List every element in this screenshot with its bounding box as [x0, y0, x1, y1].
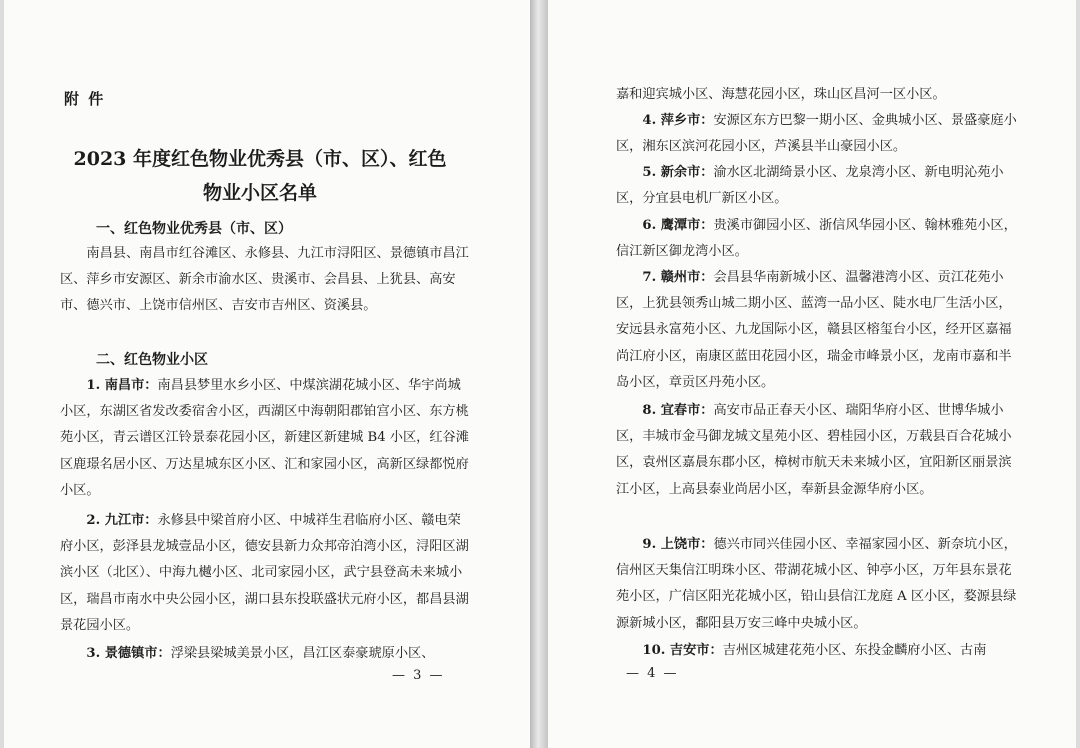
jingdezhen-label: 3. 景德镇市： — [86, 646, 171, 661]
jiujiang-text: 永修县中梁首府小区、中城祥生君临府小区、赣电荣府小区，彭泽县龙城壹品小区，德安县新力众邦帝泊湾小区，浔阳区湖滨小区（北区）、中海九樾小区、北司家园小区，武宁县登高未来城小区，瑞昌市南水中央公园小区，湖口县东投联盛状元府小区，都昌县湖景花园小区。 — [60, 513, 469, 633]
pingxiang-paragraph — [616, 108, 1020, 160]
shangrao-paragraph — [616, 532, 1020, 637]
shangrao-text: 德兴市同兴佳园小区、幸福家园小区、新奈坑小区，信州区天集信江明珠小区、带湖花城小区、钟亭小区，万年县东景花苑小区，广信区阳光花城小区，铅山县信江龙庭 A 区小区，婺源县绿源新城小区，鄱阳县万安三峰中央城小区。 — [616, 537, 1017, 631]
page-number-right: — 4 — — [626, 666, 679, 681]
ganzhou-paragraph — [616, 265, 1020, 396]
jiujiang-label: 2. 九江市： — [86, 513, 158, 528]
section-heading-1: 一、红色物业优秀县（市、区） — [96, 221, 292, 237]
jian-label: 10. 吉安市： — [642, 643, 723, 658]
pingxiang-label: 4. 萍乡市： — [642, 113, 714, 128]
nanchang-label: 1. 南昌市： — [86, 378, 158, 393]
yingtan-label: 6. 鹰潭市： — [642, 218, 714, 233]
yingtan-text: 贵溪市御园小区、浙信风华园小区、翰林雅苑小区，信江新区御龙湾小区。 — [616, 218, 1017, 260]
nanchang-paragraph — [60, 373, 470, 504]
jiujiang-paragraph — [60, 508, 470, 639]
page-gutter — [530, 0, 548, 748]
nanchang-text: 南昌县梦里水乡小区、中煤滨湖花城小区、华宇尚城小区，东湖区省发改委宿舍小区，西湖区中海朝阳郡铂宫小区、东方桃苑小区，青云谱区江铃景泰花园小区，新建区新建城 B4 小区，红谷滩区鹿璟名居小区、万达星城东区小区、汇和家园小区，高新区绿都悦府小区。 — [60, 378, 469, 498]
yichun-text: 高安市品正春天小区、瑞阳华府小区、世博华城小区，丰城市金马御龙城文星苑小区、碧桂园小区，万载县百合花城小区，袁州区嘉晨东郡小区，樟树市航天未来城小区，宜阳新区丽景滨江小区，上高县泰业尚居小区，奉新县金源华府小区。 — [616, 403, 1012, 497]
jian-paragraph — [616, 638, 1020, 664]
xinyu-paragraph — [616, 160, 1020, 212]
jingdezhen-text: 浮梁县梁城美景小区，昌江区泰豪琥原小区、 — [170, 646, 435, 661]
jingdezhen-paragraph — [60, 641, 470, 667]
xinyu-text: 渝水区北湖绮景小区、龙泉湾小区、新电明沁苑小区，分宜县电机厂新区小区。 — [616, 165, 1004, 207]
document-title-line1: 2023 年度红色物业优秀县（市、区）、红色 — [73, 148, 447, 170]
ganzhou-label: 7. 赣州市： — [642, 270, 714, 285]
yichun-label: 8. 宜春市： — [642, 403, 714, 418]
yichun-paragraph — [616, 398, 1020, 503]
page-number-left: — 3 — — [392, 668, 445, 683]
xinyu-label: 5. 新余市： — [642, 165, 714, 180]
ganzhou-text: 会昌县华南新城小区、温馨港湾小区、贡江花苑小区，上犹县领秀山城二期小区、蓝湾一品小区、陡水电厂生活小区，安远县永富苑小区、九龙国际小区，赣县区榕玺台小区，经开区嘉福尚江府小区，南康区蓝田花园小区，瑞金市峰景小区，龙南市嘉和半岛小区，章贡区丹苑小区。 — [616, 270, 1012, 390]
section1-paragraph: 南昌县、南昌市红谷滩区、永修县、九江市浔阳区、景德镇市昌江区、萍乡市安源区、新余市渝水区、贵溪市、会昌县、上犹县、高安市、德兴市、上饶市信州区、吉安市吉州区、资溪县。 — [60, 246, 469, 314]
pingxiang-text: 安源区东方巴黎一期小区、金典城小区、景盛豪庭小区，湘东区滨河花园小区，芦溪县半山豪园小区。 — [616, 113, 1017, 155]
jian-text: 吉州区城建花苑小区、东投金麟府小区、古南 — [722, 643, 987, 658]
section-heading-2: 二、红色物业小区 — [96, 352, 208, 368]
attachment-label: 附 件 — [64, 90, 106, 108]
shangrao-label: 9. 上饶市： — [642, 537, 714, 552]
jingdezhen-continuation: 嘉和迎宾城小区、海慧花园小区，珠山区昌河一区小区。 — [616, 87, 946, 102]
document-title-line2: 物业小区名单 — [202, 182, 317, 204]
yingtan-paragraph — [616, 213, 1020, 265]
